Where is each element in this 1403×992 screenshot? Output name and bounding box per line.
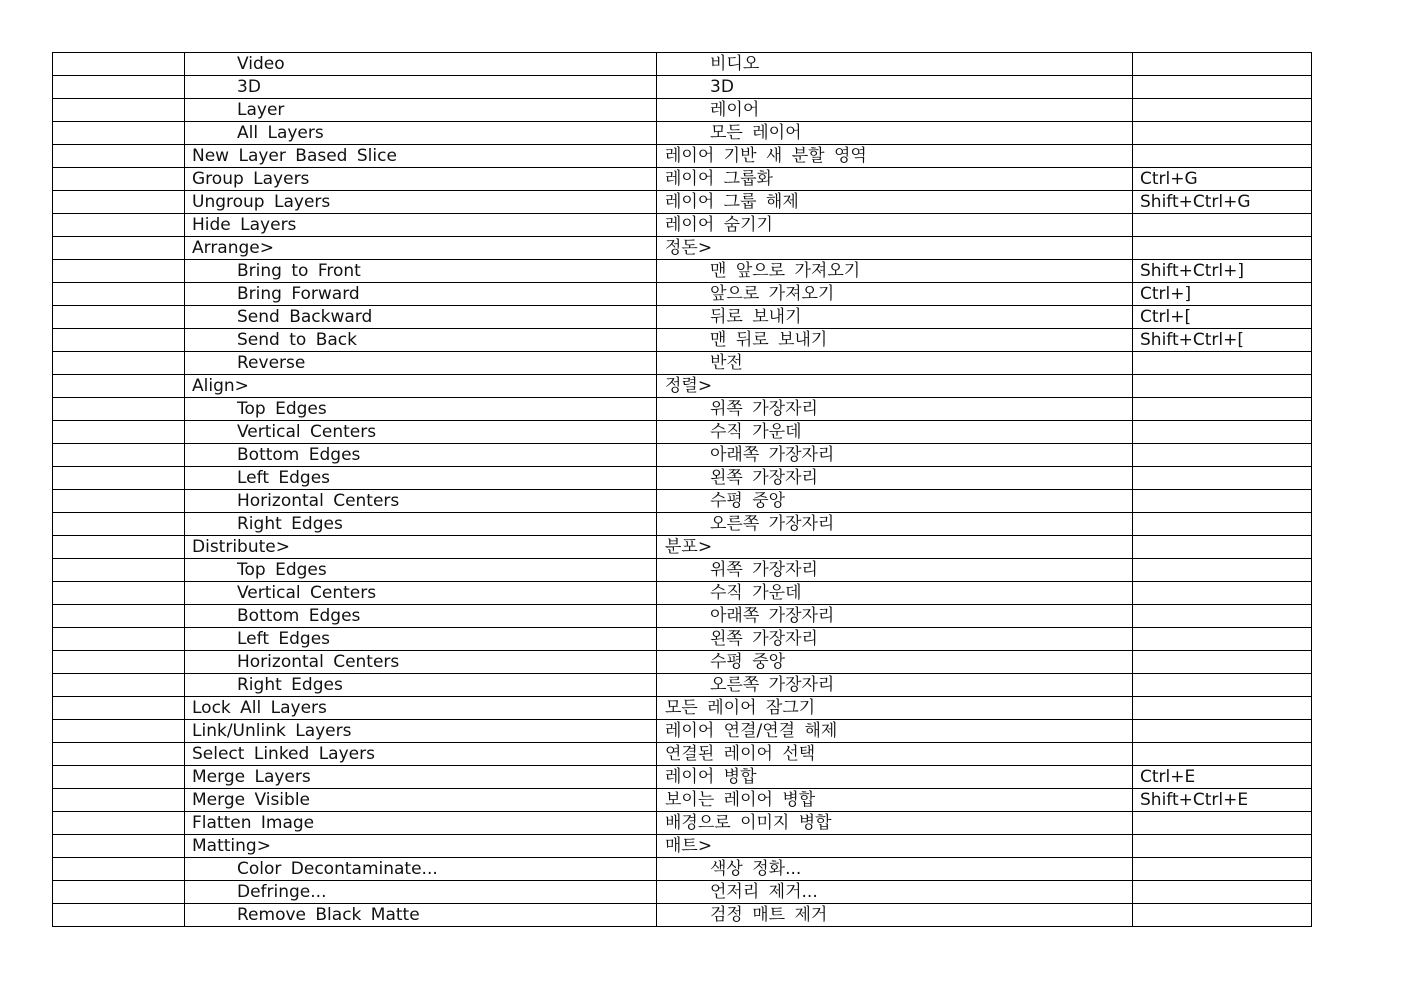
english-menu-cell: Horizontal Centers — [185, 490, 657, 513]
korean-menu-cell: 수평 중앙 — [657, 490, 1133, 513]
shortcut-cell: Ctrl+G — [1133, 168, 1312, 191]
blank-cell — [53, 444, 185, 467]
korean-menu-cell: 연결된 레이어 선택 — [657, 743, 1133, 766]
korean-menu-cell: 수직 가운데 — [657, 582, 1133, 605]
blank-cell — [53, 260, 185, 283]
english-menu-cell: Select Linked Layers — [185, 743, 657, 766]
blank-cell — [53, 605, 185, 628]
table-row — [53, 122, 1312, 145]
korean-menu-cell: 3D — [657, 76, 1133, 99]
table-row — [53, 467, 1312, 490]
korean-menu-cell: 레이어 숨기기 — [657, 214, 1133, 237]
english-menu-cell: Video — [185, 53, 657, 76]
blank-cell — [53, 306, 185, 329]
english-menu-cell: Left Edges — [185, 467, 657, 490]
english-menu-cell: Remove Black Matte — [185, 904, 657, 927]
korean-menu-cell: 레이어 — [657, 99, 1133, 122]
blank-cell — [53, 697, 185, 720]
shortcut-cell — [1133, 881, 1312, 904]
korean-menu-cell: 매트> — [657, 835, 1133, 858]
english-menu-cell: Top Edges — [185, 398, 657, 421]
english-menu-cell: Layer — [185, 99, 657, 122]
shortcut-cell — [1133, 651, 1312, 674]
shortcut-cell: Shift+Ctrl+E — [1133, 789, 1312, 812]
table-row — [53, 306, 1312, 329]
table-row — [53, 789, 1312, 812]
table-row — [53, 743, 1312, 766]
english-menu-cell: Lock All Layers — [185, 697, 657, 720]
korean-menu-cell: 언저리 제거... — [657, 881, 1133, 904]
blank-cell — [53, 835, 185, 858]
korean-menu-cell: 레이어 병합 — [657, 766, 1133, 789]
blank-cell — [53, 53, 185, 76]
korean-menu-cell: 수평 중앙 — [657, 651, 1133, 674]
korean-menu-cell: 뒤로 보내기 — [657, 306, 1133, 329]
english-menu-cell: Vertical Centers — [185, 421, 657, 444]
english-menu-cell: Left Edges — [185, 628, 657, 651]
blank-cell — [53, 99, 185, 122]
korean-menu-cell: 위쪽 가장자리 — [657, 398, 1133, 421]
blank-cell — [53, 513, 185, 536]
blank-cell — [53, 904, 185, 927]
english-menu-cell: Group Layers — [185, 168, 657, 191]
table-row — [53, 651, 1312, 674]
table-row — [53, 237, 1312, 260]
korean-menu-cell: 레이어 그룹 해제 — [657, 191, 1133, 214]
english-menu-cell: Vertical Centers — [185, 582, 657, 605]
korean-menu-cell: 검정 매트 제거 — [657, 904, 1133, 927]
blank-cell — [53, 375, 185, 398]
korean-menu-cell: 왼쪽 가장자리 — [657, 628, 1133, 651]
blank-cell — [53, 582, 185, 605]
korean-menu-cell: 모든 레이어 잠그기 — [657, 697, 1133, 720]
shortcut-cell — [1133, 835, 1312, 858]
table-row — [53, 145, 1312, 168]
table-row — [53, 605, 1312, 628]
korean-menu-cell: 색상 정화... — [657, 858, 1133, 881]
shortcut-cell — [1133, 99, 1312, 122]
shortcut-cell — [1133, 467, 1312, 490]
table-row — [53, 398, 1312, 421]
shortcut-cell — [1133, 421, 1312, 444]
blank-cell — [53, 168, 185, 191]
shortcut-cell — [1133, 76, 1312, 99]
table-row — [53, 582, 1312, 605]
blank-cell — [53, 76, 185, 99]
blank-cell — [53, 329, 185, 352]
korean-menu-cell: 배경으로 이미지 병합 — [657, 812, 1133, 835]
korean-menu-cell: 비디오 — [657, 53, 1133, 76]
shortcut-cell: Ctrl+] — [1133, 283, 1312, 306]
korean-menu-cell: 반전 — [657, 352, 1133, 375]
blank-cell — [53, 421, 185, 444]
shortcut-cell — [1133, 858, 1312, 881]
blank-cell — [53, 467, 185, 490]
blank-cell — [53, 536, 185, 559]
english-menu-cell: Defringe... — [185, 881, 657, 904]
korean-menu-cell: 정렬> — [657, 375, 1133, 398]
table-row — [53, 191, 1312, 214]
shortcut-cell: Shift+Ctrl+] — [1133, 260, 1312, 283]
blank-cell — [53, 559, 185, 582]
shortcut-cell — [1133, 513, 1312, 536]
table-row — [53, 835, 1312, 858]
english-menu-cell: Reverse — [185, 352, 657, 375]
table-row — [53, 444, 1312, 467]
blank-cell — [53, 858, 185, 881]
english-menu-cell: Ungroup Layers — [185, 191, 657, 214]
korean-menu-cell: 오른쪽 가장자리 — [657, 674, 1133, 697]
table-row — [53, 628, 1312, 651]
table-row — [53, 99, 1312, 122]
table-row — [53, 329, 1312, 352]
shortcut-cell — [1133, 122, 1312, 145]
english-menu-cell: Bottom Edges — [185, 444, 657, 467]
english-menu-cell: Merge Visible — [185, 789, 657, 812]
shortcut-cell — [1133, 743, 1312, 766]
korean-menu-cell: 위쪽 가장자리 — [657, 559, 1133, 582]
table-row — [53, 697, 1312, 720]
english-menu-cell: Bottom Edges — [185, 605, 657, 628]
blank-cell — [53, 674, 185, 697]
english-menu-cell: Arrange> — [185, 237, 657, 260]
korean-menu-cell: 아래쪽 가장자리 — [657, 444, 1133, 467]
shortcut-cell — [1133, 559, 1312, 582]
korean-menu-cell: 아래쪽 가장자리 — [657, 605, 1133, 628]
blank-cell — [53, 145, 185, 168]
korean-menu-cell: 앞으로 가져오기 — [657, 283, 1133, 306]
korean-menu-cell: 정돈> — [657, 237, 1133, 260]
table-row — [53, 490, 1312, 513]
shortcut-cell — [1133, 352, 1312, 375]
table-row — [53, 559, 1312, 582]
shortcut-cell — [1133, 720, 1312, 743]
english-menu-cell: Align> — [185, 375, 657, 398]
shortcut-cell: Ctrl+E — [1133, 766, 1312, 789]
blank-cell — [53, 812, 185, 835]
korean-menu-cell: 오른쪽 가장자리 — [657, 513, 1133, 536]
table-row — [53, 421, 1312, 444]
blank-cell — [53, 398, 185, 421]
english-menu-cell: Right Edges — [185, 674, 657, 697]
english-menu-cell: Color Decontaminate... — [185, 858, 657, 881]
english-menu-cell: Merge Layers — [185, 766, 657, 789]
shortcut-cell — [1133, 53, 1312, 76]
english-menu-cell: 3D — [185, 76, 657, 99]
blank-cell — [53, 881, 185, 904]
shortcut-cell — [1133, 490, 1312, 513]
table-row — [53, 674, 1312, 697]
table-body — [53, 53, 1312, 927]
shortcut-cell — [1133, 582, 1312, 605]
english-menu-cell: Flatten Image — [185, 812, 657, 835]
blank-cell — [53, 628, 185, 651]
menu-translation-table — [52, 52, 1312, 927]
blank-cell — [53, 490, 185, 513]
korean-menu-cell: 모든 레이어 — [657, 122, 1133, 145]
english-menu-cell: Bring Forward — [185, 283, 657, 306]
table-row — [53, 76, 1312, 99]
shortcut-cell — [1133, 812, 1312, 835]
table-row — [53, 881, 1312, 904]
shortcut-cell — [1133, 628, 1312, 651]
english-menu-cell: Link/Unlink Layers — [185, 720, 657, 743]
blank-cell — [53, 191, 185, 214]
table-row — [53, 214, 1312, 237]
english-menu-cell: Hide Layers — [185, 214, 657, 237]
korean-menu-cell: 왼쪽 가장자리 — [657, 467, 1133, 490]
shortcut-cell — [1133, 444, 1312, 467]
english-menu-cell: Bring to Front — [185, 260, 657, 283]
table-row — [53, 513, 1312, 536]
english-menu-cell: Top Edges — [185, 559, 657, 582]
shortcut-cell — [1133, 375, 1312, 398]
table-row — [53, 168, 1312, 191]
shortcut-cell: Shift+Ctrl+[ — [1133, 329, 1312, 352]
table-row — [53, 260, 1312, 283]
shortcut-cell — [1133, 237, 1312, 260]
shortcut-cell — [1133, 536, 1312, 559]
table-row — [53, 766, 1312, 789]
korean-menu-cell: 보이는 레이어 병합 — [657, 789, 1133, 812]
shortcut-cell — [1133, 904, 1312, 927]
korean-menu-cell: 레이어 그룹화 — [657, 168, 1133, 191]
shortcut-cell: Ctrl+[ — [1133, 306, 1312, 329]
english-menu-cell: All Layers — [185, 122, 657, 145]
korean-menu-cell: 분포> — [657, 536, 1133, 559]
blank-cell — [53, 766, 185, 789]
english-menu-cell: Horizontal Centers — [185, 651, 657, 674]
blank-cell — [53, 789, 185, 812]
english-menu-cell: Right Edges — [185, 513, 657, 536]
blank-cell — [53, 237, 185, 260]
table-row — [53, 375, 1312, 398]
shortcut-cell — [1133, 605, 1312, 628]
korean-menu-cell: 수직 가운데 — [657, 421, 1133, 444]
shortcut-cell — [1133, 697, 1312, 720]
shortcut-cell — [1133, 398, 1312, 421]
english-menu-cell: Matting> — [185, 835, 657, 858]
korean-menu-cell: 레이어 연결/연결 해제 — [657, 720, 1133, 743]
english-menu-cell: Send to Back — [185, 329, 657, 352]
blank-cell — [53, 352, 185, 375]
korean-menu-cell: 맨 앞으로 가져오기 — [657, 260, 1133, 283]
table-row — [53, 536, 1312, 559]
shortcut-cell — [1133, 214, 1312, 237]
blank-cell — [53, 743, 185, 766]
english-menu-cell: Distribute> — [185, 536, 657, 559]
blank-cell — [53, 214, 185, 237]
shortcut-cell: Shift+Ctrl+G — [1133, 191, 1312, 214]
english-menu-cell: New Layer Based Slice — [185, 145, 657, 168]
table-row — [53, 53, 1312, 76]
shortcut-cell — [1133, 145, 1312, 168]
korean-menu-cell: 레이어 기반 새 분할 영역 — [657, 145, 1133, 168]
blank-cell — [53, 283, 185, 306]
blank-cell — [53, 651, 185, 674]
table-row — [53, 352, 1312, 375]
table-row — [53, 720, 1312, 743]
blank-cell — [53, 720, 185, 743]
english-menu-cell: Send Backward — [185, 306, 657, 329]
table-row — [53, 283, 1312, 306]
table-row — [53, 812, 1312, 835]
shortcut-cell — [1133, 674, 1312, 697]
table-row — [53, 858, 1312, 881]
table-row — [53, 904, 1312, 927]
korean-menu-cell: 맨 뒤로 보내기 — [657, 329, 1133, 352]
blank-cell — [53, 122, 185, 145]
